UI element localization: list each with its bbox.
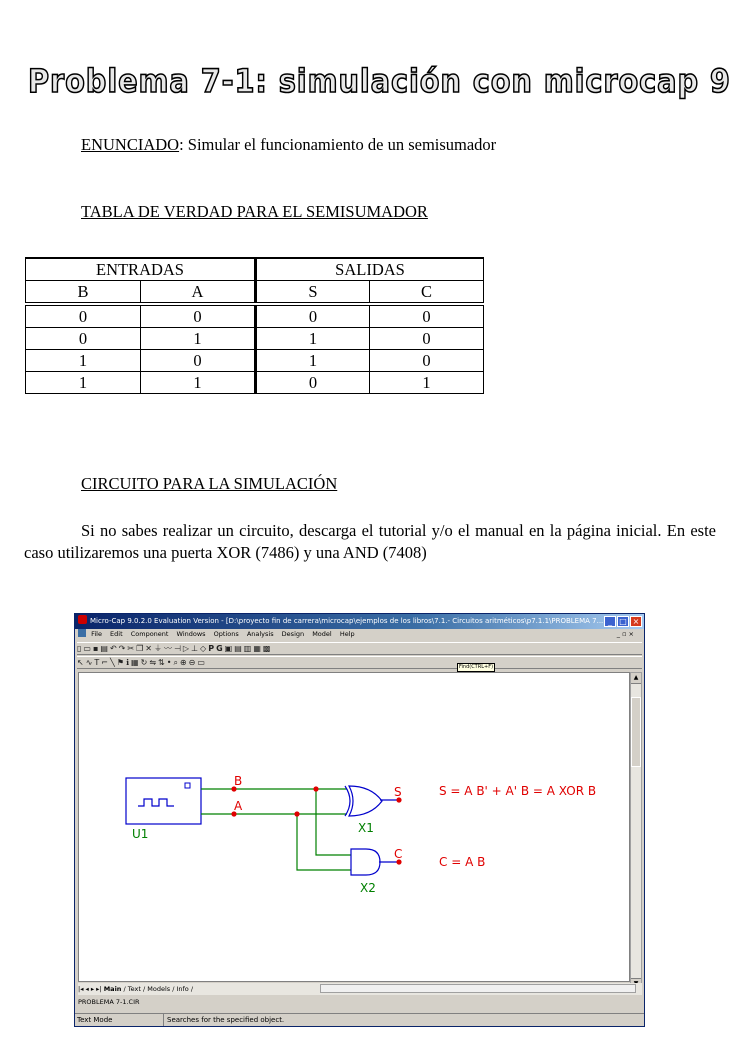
menu-help[interactable]: Help — [339, 630, 355, 638]
select-icon[interactable]: ↖ — [77, 658, 86, 667]
column-header-c: C — [370, 281, 484, 305]
open-icon[interactable]: ▭ — [83, 644, 93, 653]
window-title: Micro-Cap 9.0.2.0 Evaluation Version - [D:\proyecto fin de carrera\microcap\ejemplos de los libros\7.1.- Circuitos aritméticos\p7.1.1\PROBLEMA 7... — [90, 617, 604, 625]
node-label-b: B — [234, 774, 243, 788]
group-header-entradas: ENTRADAS — [26, 258, 256, 281]
tab-main[interactable]: Main — [103, 985, 122, 993]
menu-bar — [75, 629, 644, 640]
truth-table — [25, 257, 484, 394]
cell: 1 — [256, 350, 370, 372]
cell: 1 — [370, 372, 484, 394]
scroll-thumb[interactable] — [631, 697, 641, 767]
info-icon[interactable]: ℹ — [126, 658, 132, 667]
cell: 1 — [26, 372, 141, 394]
cell: 0 — [370, 350, 484, 372]
cell: 0 — [141, 350, 256, 372]
node-icon[interactable]: • — [166, 658, 174, 667]
mdi-controls[interactable]: _ ▫ × — [616, 630, 634, 638]
capacitor-icon[interactable]: ⊣ — [173, 644, 183, 653]
pulse-waveform-icon — [138, 799, 174, 806]
enunciado-text: : Simular el funcionamiento de un semisumador — [179, 135, 497, 154]
status-message: Searches for the specified object. — [167, 1016, 285, 1024]
cell: 1 — [141, 328, 256, 350]
find-tooltip: Find(CTRL+F) — [459, 664, 494, 670]
tile-icon[interactable]: ▤ — [234, 644, 244, 653]
cell: 0 — [370, 328, 484, 350]
scroll-up-icon[interactable]: ▲ — [631, 673, 641, 684]
vertical-scrollbar[interactable] — [630, 672, 642, 990]
xor-input-arc — [345, 786, 350, 816]
group-header-salidas: SALIDAS — [256, 258, 484, 281]
cell: 0 — [141, 304, 256, 328]
tabla-title: TABLA DE VERDAD PARA EL SEMISUMADOR — [81, 202, 428, 221]
node-label-s: S — [394, 785, 402, 799]
menu-windows[interactable]: Windows — [176, 630, 206, 638]
tab-text[interactable]: Text — [127, 985, 141, 993]
column-header-a: A — [141, 281, 256, 305]
text-icon[interactable]: T — [94, 658, 102, 667]
calc-icon[interactable]: ▦ — [253, 644, 263, 653]
window-controls — [603, 615, 642, 629]
label-u1: U1 — [132, 827, 149, 841]
menu-component[interactable]: Component — [130, 630, 169, 638]
cell: 1 — [26, 350, 141, 372]
copy-icon[interactable]: ❐ — [136, 644, 146, 653]
menu-model[interactable]: Model — [312, 630, 332, 638]
table-row — [26, 350, 484, 372]
menu-analysis[interactable]: Analysis — [246, 630, 274, 638]
battery-icon[interactable]: ⊥ — [191, 644, 201, 653]
menu-design[interactable]: Design — [281, 630, 305, 638]
doc-icon — [78, 629, 86, 637]
cell: 1 — [141, 372, 256, 394]
tab-nav-arrows[interactable]: |◂ ◂ ▸ ▸| — [78, 985, 102, 993]
cell: 1 — [256, 328, 370, 350]
window-icon[interactable]: ▣ — [224, 644, 235, 653]
menu-edit[interactable]: Edit — [110, 630, 123, 638]
wire-icon[interactable]: ∿ — [85, 658, 95, 667]
cell: 0 — [26, 304, 141, 328]
table-row — [26, 372, 484, 394]
label-x1: X1 — [358, 821, 374, 835]
cascade-icon[interactable]: ▥ — [243, 644, 254, 653]
status-mode: Text Mode — [77, 1014, 164, 1026]
node-label-c: C — [394, 847, 403, 861]
flag-icon[interactable]: ⚑ — [116, 658, 126, 667]
junction-b — [313, 786, 318, 791]
circuito-title: CIRCUITO PARA LA SIMULACIÓN — [81, 474, 338, 493]
menu-options[interactable]: Options — [213, 630, 239, 638]
cell: 0 — [370, 304, 484, 328]
window-titlebar — [75, 614, 644, 629]
find-icon[interactable]: ⌕ — [173, 658, 180, 667]
and-gate-x2[interactable] — [351, 849, 380, 875]
source-marker — [185, 783, 190, 788]
schematic-drawing — [79, 673, 629, 981]
edit-toolbar — [77, 656, 642, 669]
equation-c: C = A B — [439, 855, 486, 869]
rotate-icon[interactable]: ↻ — [140, 658, 150, 667]
ground-icon[interactable]: ⏚ — [153, 644, 164, 653]
xor-gate-x1[interactable] — [349, 786, 382, 816]
microcap-window — [74, 613, 645, 1027]
intro-paragraph: Si no sabes realizar un circuito, descarga el tutorial y/o el manual en la página inicial. En este caso utilizaremos una puerta XOR (7486) y una AND (7408) — [24, 521, 716, 562]
tab-models[interactable]: Models — [147, 985, 171, 993]
cut-icon[interactable]: ✂ — [127, 644, 137, 653]
g-button[interactable]: G — [216, 644, 225, 653]
delete-icon[interactable]: ✕ — [145, 644, 154, 653]
cell: 0 — [256, 304, 370, 328]
file-tab[interactable]: PROBLEMA 7-1.CIR — [78, 998, 140, 1006]
equation-s: S = A B' + A' B = A XOR B — [439, 784, 597, 798]
column-header-b: B — [26, 281, 141, 305]
menu-file[interactable]: File — [91, 630, 102, 638]
minimize-button[interactable]: _ — [604, 616, 616, 627]
junction-a — [294, 811, 299, 816]
horizontal-scrollbar[interactable] — [320, 984, 636, 993]
enunciado-line — [81, 134, 496, 155]
wire-mode-icon[interactable]: ⌐ — [101, 658, 110, 667]
new-icon[interactable]: ▯ — [77, 644, 84, 653]
probe-icon[interactable]: ◇ — [200, 644, 209, 653]
resistor-icon[interactable]: 〰 — [163, 644, 174, 653]
flip-icon[interactable]: ⇅ — [158, 658, 167, 667]
table-row — [26, 304, 484, 328]
table-row — [26, 328, 484, 350]
main-toolbar — [77, 642, 642, 655]
schematic-canvas[interactable] — [78, 672, 630, 982]
label-x2: X2 — [360, 881, 376, 895]
enunciado-label: ENUNCIADO — [81, 135, 180, 154]
print-icon[interactable]: ▤ — [100, 644, 110, 653]
diode-icon[interactable]: ▷ — [182, 644, 192, 653]
component-icon[interactable]: ▦ — [131, 658, 141, 667]
node-label-a: A — [234, 799, 243, 813]
wire-a-and[interactable] — [297, 814, 351, 870]
cell: 0 — [256, 372, 370, 394]
wire-b-and[interactable] — [316, 789, 351, 855]
redo-icon[interactable]: ↷ — [118, 644, 128, 653]
page-title: Problema 7-1: simulación con microcap 9 — [28, 62, 731, 100]
line-icon[interactable]: ╲ — [110, 658, 117, 667]
column-header-s: S — [256, 281, 370, 305]
mirror-icon[interactable]: ⇋ — [149, 658, 159, 667]
fit-icon[interactable]: ▭ — [197, 658, 207, 667]
app-icon — [78, 615, 87, 624]
tab-info[interactable]: Info — [176, 985, 189, 993]
p-button[interactable]: P — [208, 644, 217, 653]
save-icon[interactable]: ▪ — [92, 644, 101, 653]
grid-icon[interactable]: ▩ — [262, 644, 273, 653]
sheet-tabs: |◂ ◂ ▸ ▸| Main / Text / Models / Info / — [78, 983, 642, 995]
close-button[interactable]: × — [630, 616, 642, 627]
undo-icon[interactable]: ↶ — [109, 644, 119, 653]
status-bar — [75, 1013, 644, 1027]
zoom-out-icon[interactable]: ⊖ — [188, 658, 198, 667]
zoom-in-icon[interactable]: ⊕ — [179, 658, 189, 667]
maximize-button[interactable]: □ — [617, 616, 629, 627]
cell: 0 — [26, 328, 141, 350]
